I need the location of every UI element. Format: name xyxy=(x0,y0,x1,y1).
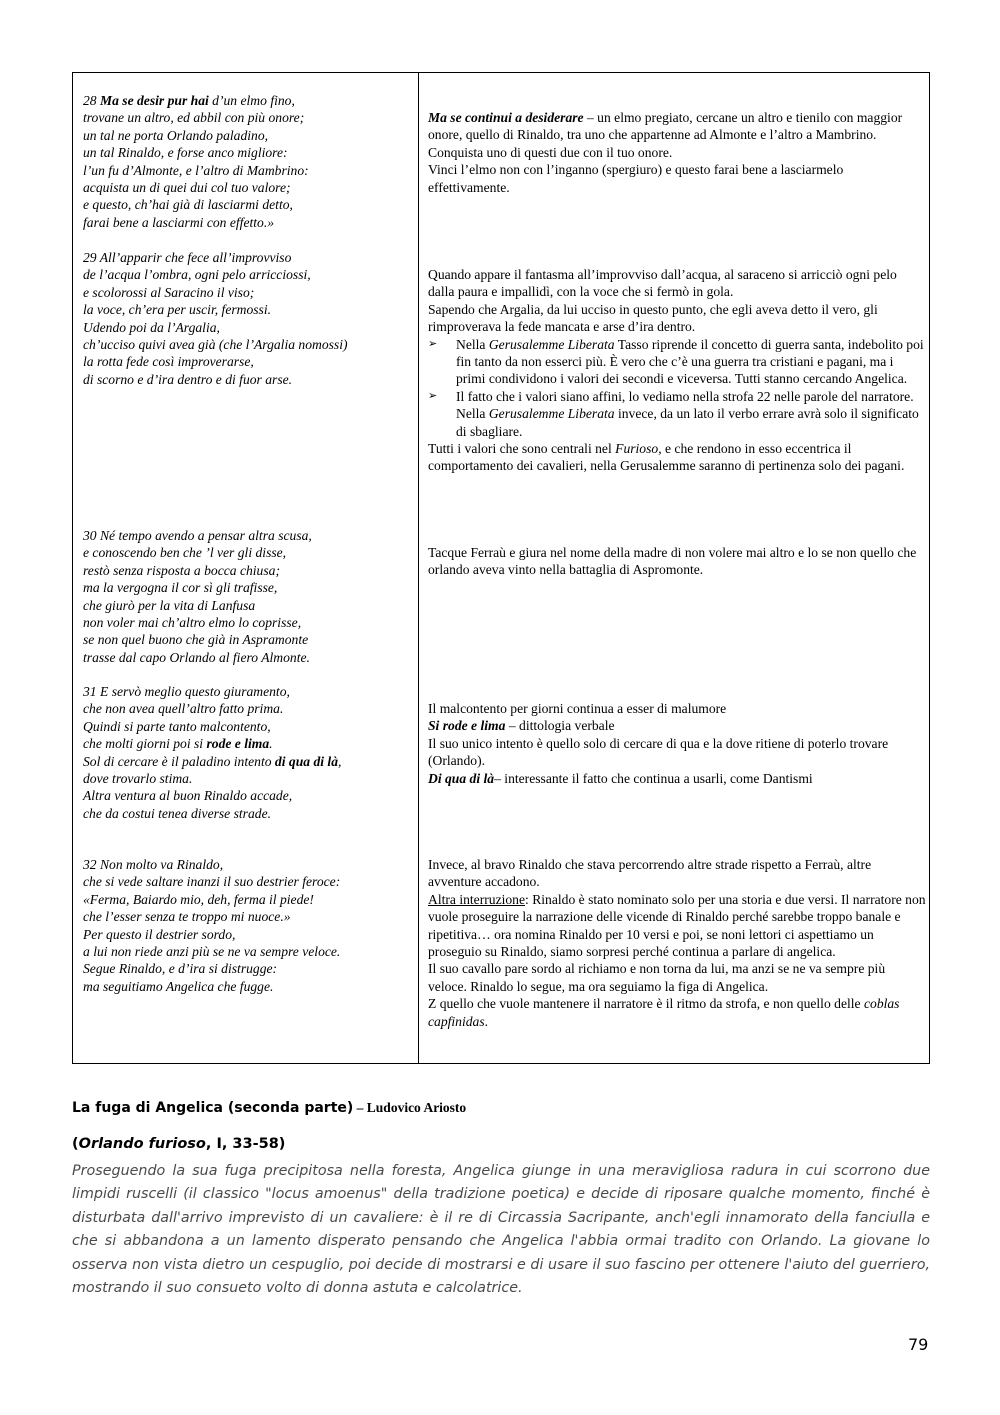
text-run: Nella xyxy=(456,336,489,352)
work-reference xyxy=(72,1136,285,1152)
text-run: «Ferma, Baiardo mio, deh, ferma il piede! xyxy=(83,891,314,907)
section-author: – Ludovico Ariosto xyxy=(353,1100,467,1115)
verse-line xyxy=(83,179,413,196)
text-run: farai bene a lasciarmi con effetto.» xyxy=(83,214,275,230)
verse-line xyxy=(83,301,413,318)
commentary-31 xyxy=(428,700,926,787)
commentary-paragraph xyxy=(428,735,926,770)
commentary-29 xyxy=(428,266,926,475)
arrow-bullet-icon: ➢ xyxy=(428,337,438,350)
text-run: non voler mai ch’altro elmo lo coprisse, xyxy=(83,615,302,631)
commentary-table xyxy=(72,72,930,1064)
text-run: Sapendo che Argalia, da lui ucciso in questo punto, che egli aveva detto il vero, gli rimproverava la fede mancata e arse d’ira dentro. xyxy=(428,301,878,335)
text-run: Il suo unico intento è quello solo di cercare di qua e la dove ritiene di poterlo trovare (Orlando). xyxy=(428,735,889,769)
verse-line xyxy=(83,631,413,648)
text-run: Conquista uno di questi due con il tuo onore. xyxy=(428,144,673,160)
text-run: Invece, al bravo Rinaldo che stava percorrendo altre strade rispetto a Ferraù, altre avventure accadono. xyxy=(428,857,872,890)
text-run: ma seguitiamo Angelica che fugge. xyxy=(83,978,274,994)
text-run: Tutti i valori che sono centrali nel xyxy=(428,441,616,457)
verse-line xyxy=(83,371,413,388)
verse-line xyxy=(83,109,413,126)
text-run: de l’acqua l’ombra, ogni pelo arricciossi, xyxy=(83,267,311,283)
text-run: Altra ventura al buon Rinaldo accade, xyxy=(83,788,293,804)
text-run: che l’esser senza te troppo mi nuoce.» xyxy=(83,909,291,925)
stanza-28 xyxy=(83,92,413,231)
verse-line xyxy=(83,562,413,579)
commentary-list-item xyxy=(428,388,926,440)
text-run: Ma se desir pur hai xyxy=(100,93,209,108)
verse-line xyxy=(83,597,413,614)
text-run: Vinci l’elmo non con l’inganno (spergiuro) e questo farai bene a lasciarmelo effettivamente. xyxy=(428,162,844,195)
text-run: e questo, ch’hai già di lasciarmi detto, xyxy=(83,197,293,213)
commentary-paragraph xyxy=(428,144,926,161)
arrow-bullet-icon: ➢ xyxy=(428,389,438,402)
verse-line xyxy=(83,700,413,717)
text-run: l’un fu d’Almonte, e l’altro di Mambrino: xyxy=(83,162,309,178)
work-title: Orlando furioso xyxy=(78,1136,206,1152)
verse-line xyxy=(83,544,413,561)
stanza-31 xyxy=(83,683,413,822)
text-run: d’un elmo fino, xyxy=(208,93,295,108)
text-run: Ma se continui a desiderare xyxy=(428,110,584,125)
text-run: Gerusalemme Liberata xyxy=(488,406,615,422)
summary-text: Proseguendo la sua fuga precipitosa nella foresta, Angelica giunge in una meravigliosa radura in cui scorrono due limpidi ruscelli (il classico "locus amoenus" della tradizione poetica) e decide di riposare qualche momento, finché è disturbata dall'arrivo imprevisto di un cavaliere: è il re di Circassia Sacripante, anch'egli innamorato della fanciulla e che si abbandona a un lamento disperato pensando che Angelica l'abbia ormai tradito con Orlando. La giovane lo osserva non vista dietro un cespuglio, poi decide di mostrarsi e di usare il suo fascino per ottenere l'aiuto del guerriero, mostrando il suo consueto volto di donna astuta e calcolatrice. xyxy=(72,1163,930,1297)
text-run: Altra interruzione xyxy=(428,891,526,907)
verse-line xyxy=(83,196,413,213)
text-run: che giurò per la vita di Lanfusa xyxy=(83,597,256,613)
commentary-paragraph xyxy=(428,161,926,196)
commentary-paragraph xyxy=(428,717,926,734)
text-run: . xyxy=(484,1013,489,1029)
text-run: trasse dal capo Orlando al fiero Almonte. xyxy=(83,649,310,665)
stanza-32 xyxy=(83,856,413,995)
verse-line xyxy=(83,978,413,995)
text-run: 32 Non molto va Rinaldo, xyxy=(83,857,224,872)
verse-line xyxy=(83,908,413,925)
text-run: Il suo cavallo pare sordo al richiamo e non torna da lui, ma anzi se ne va sempre più veloce. Rinaldo lo segue, ma ora seguiamo la figa di Angelica. xyxy=(428,961,886,994)
verse-line xyxy=(83,527,413,544)
commentary-list xyxy=(428,336,926,440)
text-run: che si vede saltare inanzi il suo destrier feroce: xyxy=(83,874,341,890)
text-run: dove trovarlo stima. xyxy=(83,771,193,787)
commentary-paragraph xyxy=(428,440,926,475)
verse-line xyxy=(83,579,413,596)
commentary-28 xyxy=(428,109,926,196)
text-run: Il malcontento per giorni continua a esser di malumore xyxy=(428,701,727,716)
text-run: Sol di cercare è il paladino intento xyxy=(83,753,275,769)
verse-line xyxy=(83,770,413,787)
text-run: a lui non riede anzi più se ne va sempre veloce. xyxy=(83,944,341,960)
stanza-30 xyxy=(83,527,413,666)
text-run: , e che rendono in esso eccentrica il comportamento dei cavalieri, nella Gerusalemme saranno di pertinenza solo dei pagani. xyxy=(428,441,905,474)
verse-line xyxy=(83,266,413,283)
commentary-paragraph xyxy=(428,770,926,787)
commentary-paragraph xyxy=(428,995,926,1030)
verse-line xyxy=(83,284,413,301)
commentary-list-item xyxy=(428,336,926,388)
commentary-paragraph xyxy=(428,960,926,995)
text-run: . xyxy=(269,736,273,752)
verse-line xyxy=(83,214,413,231)
verse-line xyxy=(83,735,413,752)
verse-line xyxy=(83,856,413,873)
text-run: Il fatto che i valori siano affini, lo vediamo nella strofa 22 nelle parole del narratore. Nella xyxy=(456,388,914,422)
commentary-paragraph xyxy=(428,544,926,579)
text-run: se non quel buono che già in Aspramonte xyxy=(83,632,309,648)
text-run: Gerusalemme Liberata xyxy=(488,336,615,352)
text-run: la voce, ch’era per uscir, fermossi. xyxy=(83,302,272,318)
verse-line xyxy=(83,753,413,770)
text-run: trovane un altro, ed abbil con più onore; xyxy=(83,110,305,126)
commentary-paragraph xyxy=(428,700,926,717)
summary-paragraph xyxy=(72,1160,930,1300)
text-run: ma la vergogna il cor sì gli trafisse, xyxy=(83,580,278,596)
column-divider xyxy=(418,73,419,1063)
text-run: la rotta fede così improverarse, xyxy=(83,354,254,370)
text-run: restò senza risposta a bocca chiusa; xyxy=(83,562,280,578)
text-run: – un elmo pregiato, cercane un altro e tienilo con maggior onore, quello di Rinaldo, tra uno che appartenne ad Almonte e l’altro a Mambrino. xyxy=(428,110,903,143)
verse-line xyxy=(83,353,413,370)
verse-line xyxy=(83,144,413,161)
text-run: acquista un di quei dui col tuo valore; xyxy=(83,180,291,196)
text-run: e scolorossi al Saracino il viso; xyxy=(83,284,255,300)
commentary-paragraph xyxy=(428,891,926,961)
text-run: Segue Rinaldo, e d’ira si distrugge: xyxy=(83,961,278,977)
text-run: che non avea quell’altro fatto prima. xyxy=(83,701,284,717)
stanza-29 xyxy=(83,249,413,388)
verse-line xyxy=(83,873,413,890)
verse-line xyxy=(83,926,413,943)
text-run: Quindi si parte tanto malcontento, xyxy=(83,718,271,734)
text-run: Tacque Ferraù e giura nel nome della madre di non volere mai altro e lo se non quello che orlando aveva vinto nella battaglia di Aspromonte. xyxy=(428,545,917,578)
text-run: 28 xyxy=(83,93,100,108)
text-run: 29 All’apparir che fece all’improvviso xyxy=(83,250,292,265)
verse-line xyxy=(83,162,413,179)
text-run: Di qua di là xyxy=(428,770,495,786)
text-run: di qua di là xyxy=(274,753,338,769)
text-run: : Rinaldo è stato nominato solo per una storia e due versi. Il narratore non vuole proseguire la narrazione delle vicende di Rinaldo perché sarebbe troppo banale e ripetitiva… ora nomina Rinaldo per 10 versi e poi, se noni lettori ci aspettiamo un proseguio su Rinaldo, siamo sorpresi perché continua a parlare di angelica. xyxy=(428,891,926,960)
text-run: che molti giorni poi si xyxy=(83,736,207,752)
verse-line xyxy=(83,127,413,144)
commentary-paragraph xyxy=(428,301,926,336)
text-run: 31 E servò meglio questo giuramento, xyxy=(83,684,290,699)
commentary-paragraph xyxy=(428,266,926,301)
section-title: La fuga di Angelica (seconda parte) xyxy=(72,1100,354,1116)
text-run: Quando appare il fantasma all’improvviso dall’acqua, al saraceno si arricciò ogni pelo dalla paura e impallidì, con la voce che si fermò in gola. xyxy=(428,267,897,300)
text-run: coblas capfinidas xyxy=(428,996,900,1029)
verse-line xyxy=(83,943,413,960)
text-run: Per questo il destrier sordo, xyxy=(83,926,236,942)
verse-line xyxy=(83,683,413,700)
text-run: – dittologia verbale xyxy=(505,718,615,734)
verse-line xyxy=(83,319,413,336)
commentary-30 xyxy=(428,544,926,579)
text-run: Udendo poi da l’Argalia, xyxy=(83,319,220,335)
verse-line xyxy=(83,249,413,266)
verse-line xyxy=(83,891,413,908)
text-run: , xyxy=(338,753,342,769)
verse-line xyxy=(83,92,413,109)
text-run: di scorno e d’ira dentro e di fuor arse. xyxy=(83,371,293,387)
text-run: che da costui tenea diverse strade. xyxy=(83,805,271,821)
text-run: 30 Né tempo avendo a pensar altra scusa, xyxy=(83,528,312,543)
text-run: Furioso xyxy=(615,441,659,457)
text-run: invece, da un lato il verbo errare avrà solo il significato di sbagliare. xyxy=(456,406,919,439)
verse-line xyxy=(83,336,413,353)
text-run: un tal ne porta Orlando paladino, xyxy=(83,127,269,143)
text-run: Si rode e lima xyxy=(428,718,506,734)
page-number: 79 xyxy=(908,1335,929,1354)
commentary-paragraph xyxy=(428,109,926,144)
text-run: e conoscendo ben che ’l ver gli disse, xyxy=(83,545,287,561)
text-run: Tasso riprende il concetto di guerra santa, indebolito poi fin tanto da non esserci più. È vero che c’è una guerra tra cristiani e pagani, ma i primi condividono i valori dei secondi e viceversa. Tutti stanno cercando Angelica. xyxy=(456,336,924,387)
verse-line xyxy=(83,787,413,804)
verse-line xyxy=(83,614,413,631)
work-reference-open: ( xyxy=(72,1136,79,1152)
text-run: rode e lima xyxy=(206,736,270,752)
text-run: ch’ucciso quivi avea già (che l’Argalia nomossi) xyxy=(83,337,348,353)
text-run: Z quello che vuole mantenere il narratore è il ritmo da strofa, e non quello delle xyxy=(428,996,864,1012)
commentary-32 xyxy=(428,856,926,1030)
section-heading xyxy=(72,1100,932,1117)
verse-line xyxy=(83,960,413,977)
verse-line xyxy=(83,649,413,666)
text-run: un tal Rinaldo, e forse anco migliore: xyxy=(83,145,288,161)
work-reference-range: , I, 33-58) xyxy=(205,1136,286,1152)
verse-line xyxy=(83,718,413,735)
commentary-paragraph xyxy=(428,856,926,891)
text-run: – interessante il fatto che continua a usarli, come Dantismi xyxy=(494,770,813,786)
verse-line xyxy=(83,805,413,822)
